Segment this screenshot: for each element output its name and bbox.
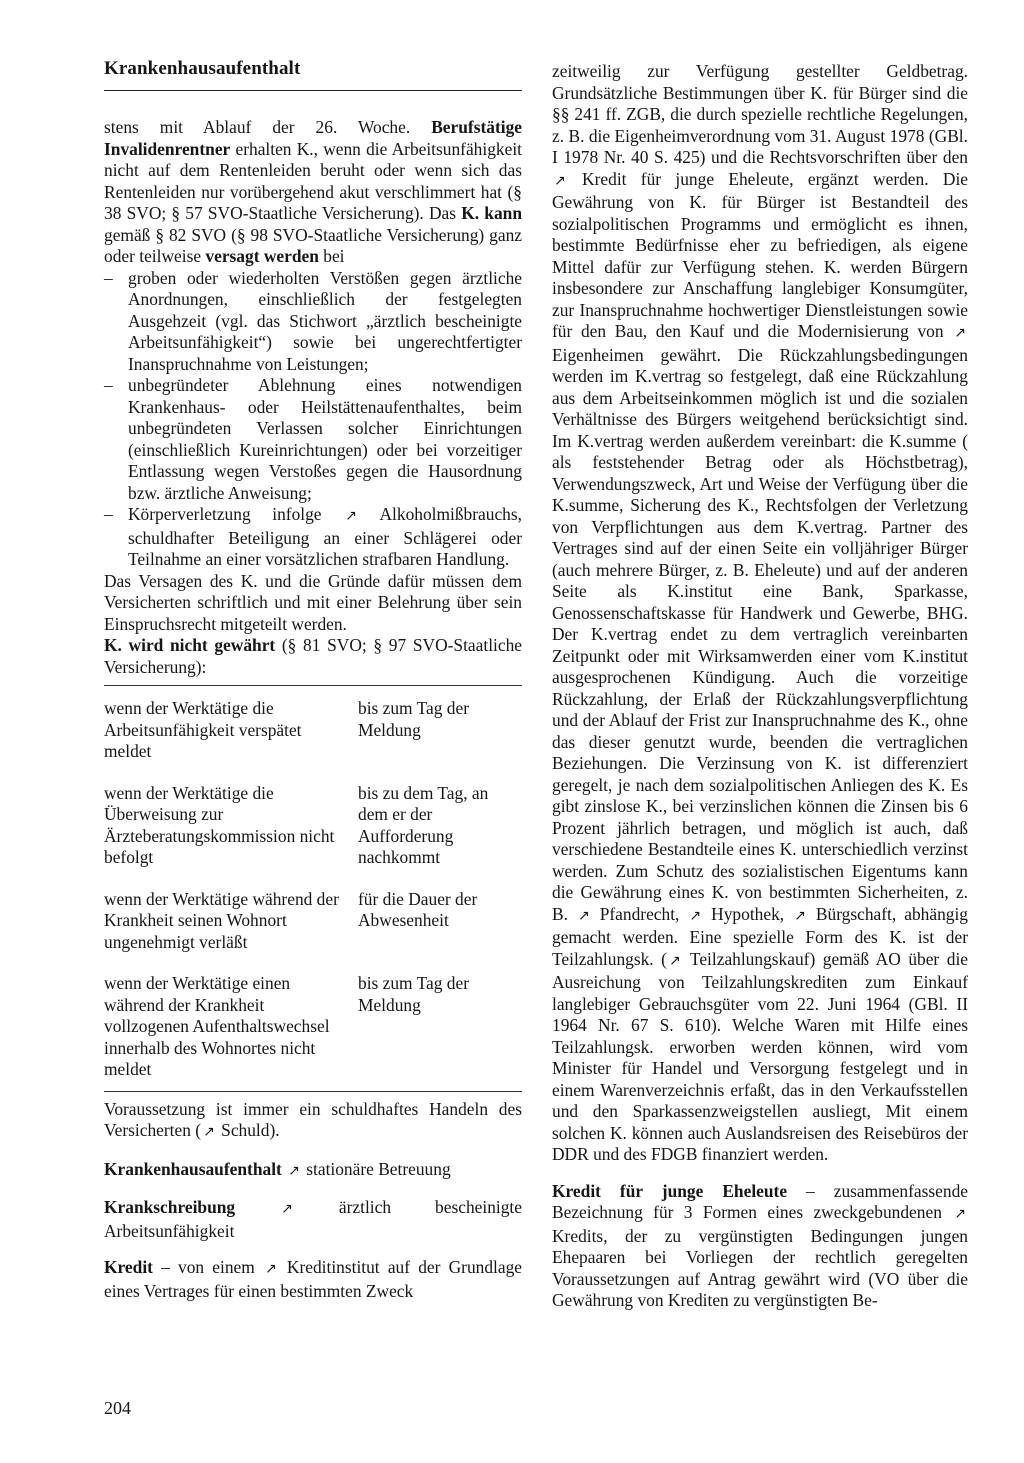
cross-reference-arrow-icon: ↗ <box>264 1261 277 1277</box>
table-bottom-rule <box>104 1091 522 1092</box>
running-head: Krankenhausaufenthalt <box>104 58 301 79</box>
text-run: Voraussetzung ist immer ein schuldhaftes Handeln des Versicherten ( <box>104 1098 522 1140</box>
cross-reference-arrow-icon: ↗ <box>288 1162 300 1179</box>
text-run: Kreditinstitut auf der Grundlage eines Vertrages für einen bestimmten Zweck <box>104 1257 522 1301</box>
text-run: bei <box>318 246 345 266</box>
table-condition-cell: wenn der Werktätige während der Krankheit seinen Wohnort ungenehmigt verläßt <box>104 888 339 952</box>
text-run: Eigenheimen gewährt. Die Rückzahlungsbedingungen werden im K.vertrag so festgelegt, daß eine Rückzahlung aus dem Arbeitseinkommen möglich ist und die sozialen Verhältnisse des Bürgers weitgehend berücksichtigt sind. Im K.vertrag werden außerdem vereinbart: die K.summe ( als feststehender Betrag oder als Höchstbetrag), Verwendungszweck, Art und Weise der Verfügung über die K.summe, Sicherung des K., Rechtsfolgen der Verletzung von Verpflichtungen aus dem K.vertrag. Partner des Vertrages sind auf der einen Seite ein volljähriger Bürger (auch mehrere Bürger, z. B. Eheleute) und auf der anderen Seite als K.institut eine Bank, Sparkasse, Genossenschaftskasse für Handwerk und Gewerbe, BHG. Der K.vertrag endet zu dem vertraglich vereinbarten Zeitpunkt oder mit Wirksamwerden einer vom K.institut ausgesprochenen Kündigung. Auch die vorzeitige Rückzahlung, der Erlaß der Rückzahlungsverpflichtung und der Ablauf der Frist zur Inanspruchnahme des K., ohne das dieser genutzt wurde, beenden die vertraglichen Beziehungen. Die Verzinsung von K. ist differenziert geregelt, je nach dem sozialpolitischen Anliegen des K. Es gibt zinslose K., bei verzinslichen können die Zinsen bis 6 Prozent jährlich betragen, und möglich ist auch, daß verschiedene Bestandteile eines K. unterschiedlich verzinst werden. Zum Schutz des sozialistischen Eigentums kann die Gewährung eines K. von bestimmten Sicherheiten, z. B. <box>552 344 968 924</box>
cross-reference-link[interactable]: stationäre Betreuung <box>301 1158 451 1179</box>
cross-reference-arrow-icon: ↗ <box>554 172 566 189</box>
bold-term: versagt werden <box>205 246 319 266</box>
bold-term: K. wird nicht gewährt <box>104 635 276 655</box>
text-run: Kredits, der zu vergünstigten Bedingungen jungen Ehepaaren bei Vorliegen der rechtlich geregelten Voraussetzungen auf Antrag gewährt wird (VO über die Gewährung von Krediten zu vergünstigten Be- <box>552 1225 968 1310</box>
conditions-table <box>104 686 522 1091</box>
text-run: Alkoholmißbrauchs, schuldhafter Beteiligung an einer Schlägerei oder Teilnahme an einer vorsätzlichen strafbaren Handlung. <box>128 504 522 569</box>
text-run: Teilzahlungskauf) gemäß AO über die Ausreichung von Teilzahlungskrediten zum Einkauf langlebiger Gebrauchsgüter vom 22. Juni 1964 (GBl. II 1964 Nr. 67 S. 610). Welche Waren mit Hilfe eines Teilzahlungsk. erworben werden können, wird vom Minister für Handel und Versorgung festgelegt und in einem Warenverzeichnis erfaßt, das in den Verkaufsstellen und den Sparkassenzweigstellen ausliegt, Mit einem solchen K. können auch Auslandsreisen des Reisebüros der DDR und des FDGB finanziert werden. <box>552 948 969 1164</box>
table-row <box>104 973 522 1081</box>
text-run: Kredit für junge Eheleute, ergänzt werden. Die Gewährung von K. für Bürger ist Bestandteil des sozialpolitischen Programms und ermöglicht es ihnen, bestimmte Bedürfnisse eher zu befriedigen, als eigene Mittel dafür zur Verfügung stehen. K. werden Bürgern insbesondere zur Anschaffung langlebiger Konsumgüter, zur Inanspruchnahme hochwertiger Dienstleistungen sowie für den Bau, den Kauf und die Modernisierung von <box>552 168 968 341</box>
table-row <box>104 698 522 763</box>
list-item <box>104 504 522 571</box>
table-condition-cell: wenn der Werktätige die Überweisung zur Ärzteberatungskommission nicht befolgt <box>104 782 335 867</box>
paragraph-kredit-continued <box>552 61 968 1166</box>
list-item: – unbegründeter Ablehnung eines notwendigen Krankenhaus- oder Heilstättenaufenthaltes, beim unbegründeten Verlassen solcher Einrichtungen (einschließlich Kureinrichtungen) oder bei vorzeitiger Entlassung wegen Verstoßes gegen die Hausordnung bzw. ärztliche Anweisung; <box>104 375 522 504</box>
entry-term: Krankschreibung <box>104 1197 236 1217</box>
table-row <box>104 783 522 869</box>
cross-reference-arrow-icon: ↗ <box>203 1124 215 1140</box>
table-duration-cell: bis zum Tag der Meldung <box>358 973 469 1015</box>
cross-reference-link[interactable]: Schuld). <box>216 1120 280 1140</box>
paragraph-versagen: Das Versagen des K. und die Gründe dafür müssen dem Versicherten schriftlich und mit einer Belehrung über sein Einspruchsrecht mitgeteilt werden. <box>104 570 522 634</box>
text-run: gemäß § 82 SVO (§ 98 SVO-Staatliche Versicherung) ganz oder teilweise <box>104 224 522 266</box>
text-run: stens mit Ablauf der 26. Woche. <box>104 117 432 137</box>
right-column <box>552 61 968 1312</box>
entry-krankschreibung <box>104 1197 522 1242</box>
cross-reference-arrow-icon: ↗ <box>954 325 966 341</box>
text-run: – zusammenfassende Bezeichnung für 3 Formen eines zweckgebundenen <box>552 1180 968 1222</box>
cross-reference-arrow-icon: ↗ <box>281 1201 293 1217</box>
table-duration-cell: für die Dauer der Abwesenheit <box>358 888 478 930</box>
text-run: (§ 81 SVO; § 97 SVO-Staatliche Versicherung): <box>104 635 522 677</box>
table-duration-cell: bis zum Tag der Meldung <box>358 698 469 740</box>
text-run: Pfandrecht, <box>591 903 688 924</box>
entry-krankenhausaufenthalt <box>104 1159 522 1183</box>
paragraph-voraussetzung <box>104 1099 522 1144</box>
table-duration-cell: bis zu dem Tag, an dem er der Aufforderung nachkommt <box>358 782 489 867</box>
versagung-list <box>104 268 522 571</box>
cross-reference-link[interactable]: ärztlich bescheinigte Arbeitsunfähigkeit <box>104 1197 522 1241</box>
cross-reference-arrow-icon: ↗ <box>954 1206 966 1222</box>
text-run: Hypothek, <box>703 903 793 924</box>
table-row <box>104 889 522 954</box>
page-number: 204 <box>104 1398 131 1418</box>
text-run: zeitweilig zur Verfügung gestellter Geldbetrag. Grundsätzliche Bestimmungen über K. für Bürger sind die §§ 241 ff. ZGB, die durch spezielle rechtliche Regelungen, z. B. die Eigenheimverordnung vom 31. August 1978 (GBl. I 1978 Nr. 40 S. 425) und die Rechtsvorschriften über den <box>552 61 968 167</box>
list-item: – groben oder wiederholten Verstößen gegen ärztliche Anordnungen, einschließlich der festgelegten Ausgehzeit (vgl. das Stichwort „ärztlich bescheinigte Arbeitsunfähigkeit“) sowie bei ungerechtfertigter Inanspruchnahme von Leistungen; <box>104 268 522 376</box>
cross-reference-arrow-icon: ↗ <box>668 952 681 969</box>
text-run: – von einem <box>152 1257 263 1277</box>
text-run: Bürgschaft, abhängig gemacht werden. Eine spezielle Form des K. ist der Teilzahlungsk. ( <box>552 903 968 969</box>
table-condition-cell: wenn der Werktätige einen während der Krankheit vollzogenen Aufenthaltswechsel innerhalb des Wohnortes nicht meldet <box>104 973 330 1079</box>
cross-reference-arrow-icon: ↗ <box>794 907 806 924</box>
header-rule <box>104 90 522 91</box>
text-run: Körperverletzung infolge <box>128 504 344 524</box>
entry-term: Krankenhausaufenthalt <box>104 1158 282 1179</box>
paragraph-invalidenrentner <box>104 117 522 268</box>
entry-kredit-junge-eheleute <box>552 1181 968 1312</box>
bold-term: K. kann <box>461 203 522 223</box>
left-column <box>104 117 522 1302</box>
entry-term: Kredit für junge Eheleute <box>552 1180 788 1201</box>
entry-kredit <box>104 1257 522 1302</box>
cross-reference-arrow-icon: ↗ <box>577 907 590 924</box>
paragraph-nicht-gewaehrt <box>104 635 522 678</box>
bold-term: Berufstätige Invalidenrentner <box>104 117 522 159</box>
table-condition-cell: wenn der Werktätige die Arbeitsunfähigkeit verspätet meldet <box>104 698 302 761</box>
entry-term: Kredit <box>104 1257 153 1277</box>
cross-reference-arrow-icon: ↗ <box>345 508 357 524</box>
cross-reference-arrow-icon: ↗ <box>689 907 702 924</box>
text-run: erhalten K., wenn die Arbeitsunfähigkeit nicht auf dem Rentenleiden beruht oder wenn sich das Rentenleiden nur vorübergehend akut verschlimmert hat (§ 38 SVO; § 57 SVO-Staatliche Versicherung). Das <box>104 138 522 223</box>
